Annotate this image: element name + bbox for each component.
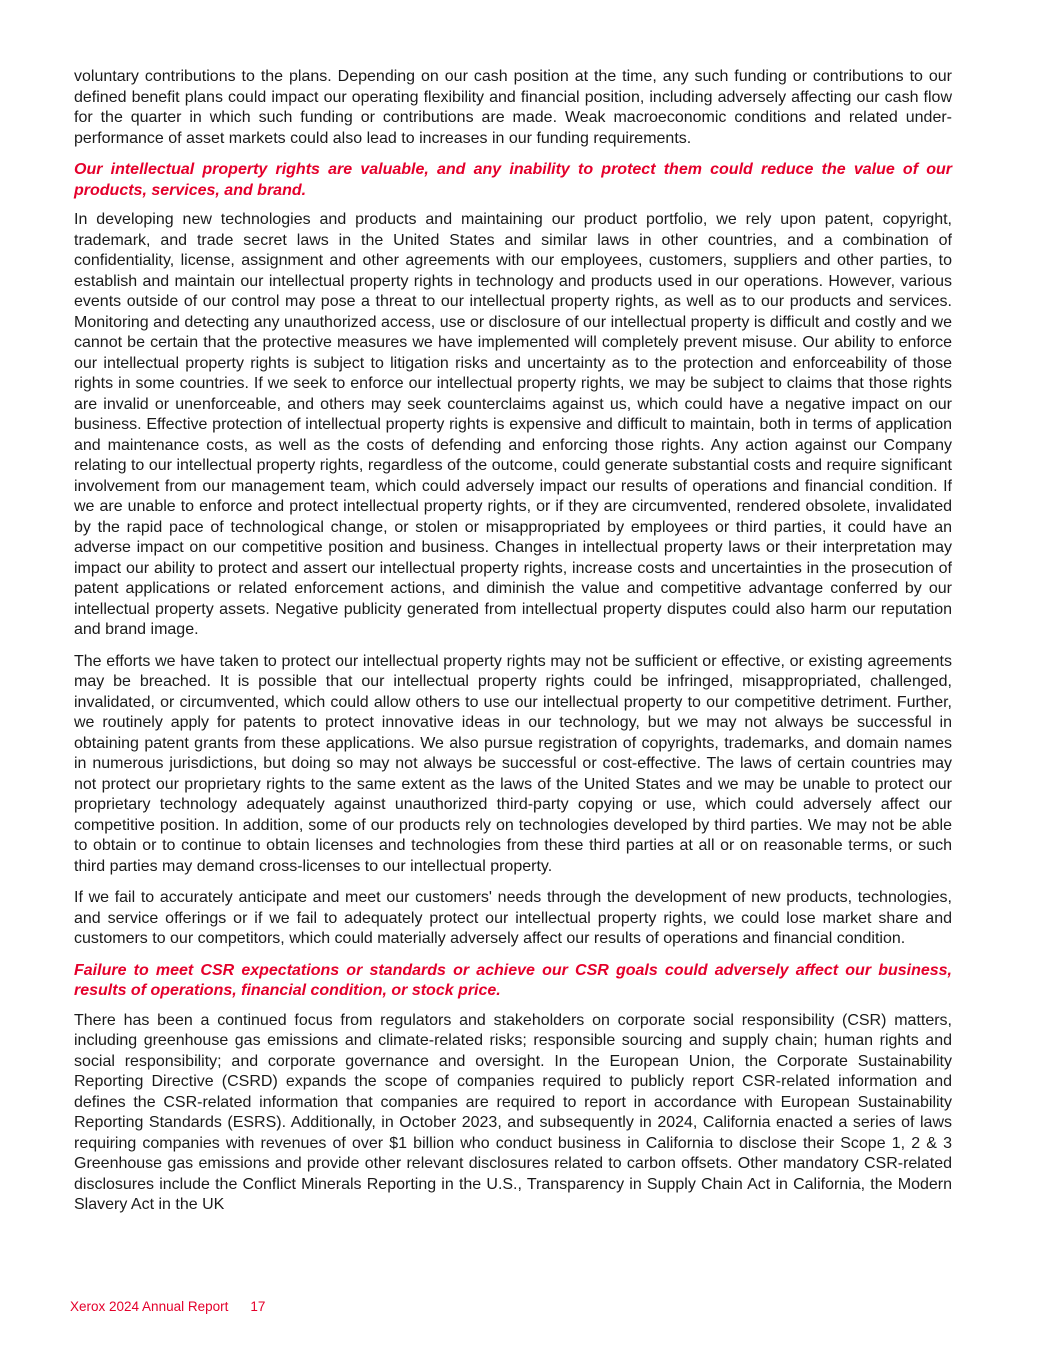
page-content xyxy=(74,67,952,1227)
page-footer xyxy=(70,1299,265,1314)
page-number: 17 xyxy=(250,1299,266,1314)
paragraph-pension-funding: voluntary contributions to the plans. Depending on our cash position at the time, any such funding or contributions to our defined benefit plans could impact our operating flexibility and financial position, including adversely affecting our cash flow for the quarter in which such funding or contributions are made. Weak macroeconomic conditions and related under-performance of asset markets could also lead to increases in our funding requirements. xyxy=(74,68,952,147)
footer-report-title: Xerox 2024 Annual Report xyxy=(70,1299,229,1314)
paragraph-csr-regulation: There has been a continued focus from regulators and stakeholders on corporate social responsibility (CSR) matters, including greenhouse gas emissions and climate-related risks; responsible sourcing and supply chain; human rights and social responsibility; and corporate governance and oversight. In the European Union, the Corporate Sustainability Reporting Directive (CSRD) expands the scope of companies required to publicly report CSR-related information and defines the CSR-related information that companies are required to report in accordance with European Sustainability Reporting Standards (ESRS). Additionally, in October 2023, and subsequently in 2024, California enacted a series of laws requiring companies with revenues of over $1 billion who conduct business in California to disclose their Scope 1, 2 & 3 Greenhouse gas emissions and provide other relevant disclosures related to carbon offsets. Other mandatory CSR-related disclosures include the Conflict Minerals Reporting in the U.S., Transparency in Supply Chain Act in California, the Modern Slavery Act in the UK xyxy=(74,1011,952,1213)
paragraph-ip-protection: In developing new technologies and products and maintaining our product portfolio, we rely upon patent, copyright, trademark, and trade secret laws in the United States and similar laws in other countries, and a combination of confidentiality, license, assignment and other agreements with our employees, customers, suppliers and other parties, to establish and maintain our intellectual property rights in technology and products used in our operations. However, various events outside of our control may pose a threat to our intellectual property rights, as well as to our products and services. Monitoring and detecting any unauthorized access, use or disclosure of our intellectual property is difficult and costly and we cannot be certain that the protective measures we have implemented will completely prevent misuse. Our ability to enforce our intellectual property rights is subject to litigation risks and uncertainty as to the protection and enforceability of those rights in some countries. If we seek to enforce our intellectual property rights, we may be subject to claims that those rights are invalid or unenforceable, and others may seek counterclaims against us, which could have a negative impact on our business. Effective protection of intellectual property rights is expensive and difficult to maintain, both in terms of application and maintenance costs, as well as the costs of defending and enforcing those rights. Any action against our Company relating to our intellectual property rights, regardless of the outcome, could generate substantial costs and require significant involvement from our management team, which could adversely impact our results of operations and financial condition. If we are unable to enforce and protect intellectual property rights, or if they are circumvented, rendered obsolete, invalidated by the rapid pace of technological change, or stolen or misappropriated by employees or third parties, it could have an adverse impact on our competitive position and business. Changes in intellectual property laws or their interpretation may impact our ability to protect and assert our intellectual property rights, increase costs and uncertainties in the prosecution of patent applications or related enforcement actions, and diminish the value and competitive advantage conferred by our intellectual property assets. Negative publicity generated from intellectual property disputes could also harm our reputation and brand image. xyxy=(74,211,952,638)
paragraph-ip-efforts: The efforts we have taken to protect our intellectual property rights may not be sufficient or effective, or existing agreements may be breached. It is possible that our intellectual property rights could be infringed, misappropriated, challenged, invalidated, or circumvented, which could allow others to use our intellectual property to our competitive detriment. Further, we routinely apply for patents to protect innovative ideas in our technology, but we may not always be successful in obtaining patent grants from these applications. We also pursue registration of copyrights, trademarks, and domain names in numerous jurisdictions, but doing so may not always be successful or cost-effective. The laws of certain countries may not protect our proprietary rights to the same extent as the laws of the United States and we may be unable to protect our proprietary technology adequately against unauthorized third-party copying or use, which could adversely affect our competitive position. In addition, some of our products rely on technologies developed by third parties. We may not be able to obtain or to continue to obtain licenses and technologies from these third parties at all or on reasonable terms, or such third parties may demand cross-licenses to our intellectual property. xyxy=(74,652,952,875)
heading-intellectual-property: Our intellectual property rights are valuable, and any inability to protect them could reduce the value of our products, services, and brand. xyxy=(74,161,952,199)
paragraph-customer-needs: If we fail to accurately anticipate and meet our customers' needs through the development of new products, technologies, and service offerings or if we fail to adequately protect our intellectual property rights, we could lose market share and customers to our competitors, which could materially adversely affect our results of operations and financial condition. xyxy=(74,889,952,947)
heading-csr-expectations: Failure to meet CSR expectations or standards or achieve our CSR goals could adversely affect our business, results of operations, financial condition, or stock price. xyxy=(74,961,952,999)
